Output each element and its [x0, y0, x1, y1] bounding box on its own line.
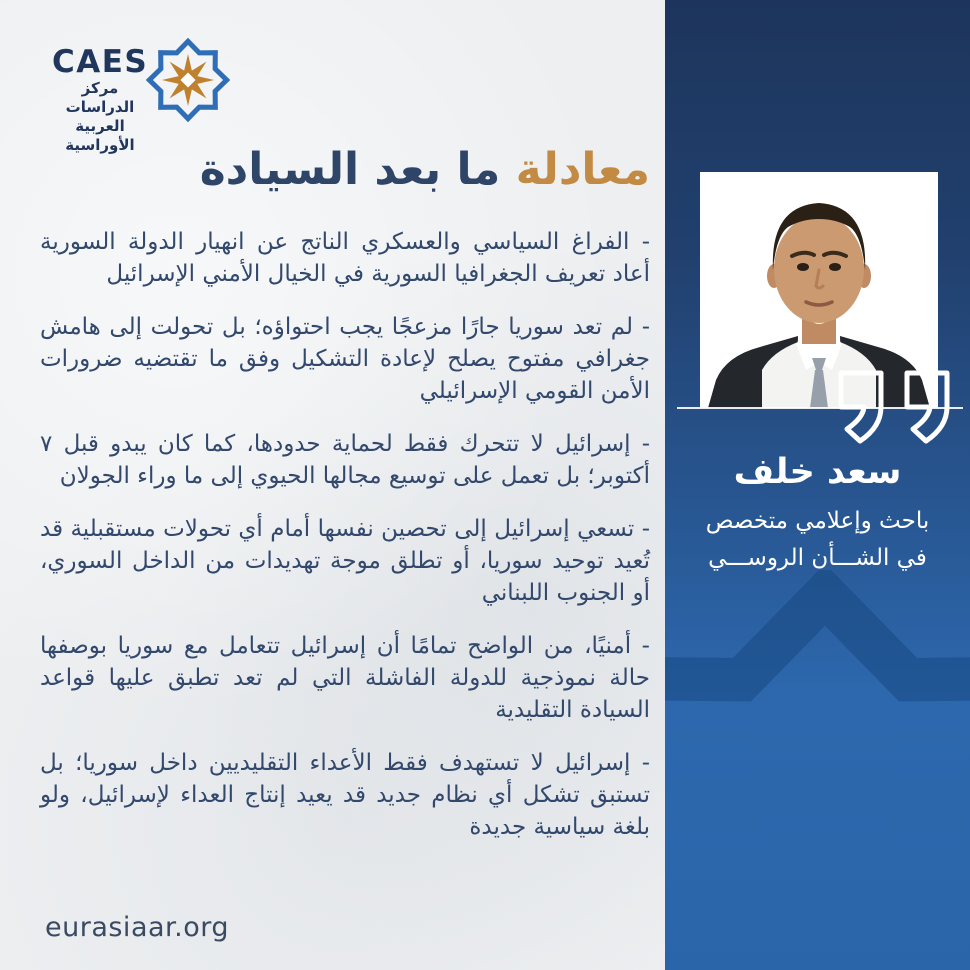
title-rest: ما بعد السيادة	[199, 144, 501, 195]
bullet-list	[40, 226, 650, 864]
logo-name-line1: مركز الدراسات	[65, 79, 135, 116]
watermark-star-icon	[665, 570, 970, 970]
bullet-item: - تسعي إسرائيل إلى تحصين نفسها أمام أي تحولات مستقبلية قد تُعيد توحيد سوريا، أو تطلق موجة تهديدات من الداخل السوري، أو الجنوب اللبناني	[40, 516, 650, 606]
bullet-item: - إسرائيل لا تستهدف فقط الأعداء التقليديين داخل سوريا؛ بل تستبق تشكل أي نظام جديد قد يعيد إنتاج العداء لإسرائيل، ولو بلغة سياسية جديدة	[40, 750, 650, 840]
profile-sidebar	[665, 0, 970, 970]
page-title	[40, 140, 650, 200]
logo-name-line2: العربية الأوراسية	[65, 117, 135, 154]
website-url: eurasiaar.org	[45, 912, 230, 943]
logo-acronym: CAES	[52, 44, 149, 80]
caes-logo-text	[52, 45, 148, 155]
person-role-line2: في الشـــأن الروســـي	[708, 545, 927, 571]
octagram-star-icon	[146, 38, 230, 122]
quotation-marks-icon	[833, 369, 959, 447]
bullet-item: - إسرائيل لا تتحرك فقط لحماية حدودها، كما كان يبدو قبل ٧ أكتوبر؛ بل تعمل على توسيع مجالها الحيوي إلى ما وراء الجولان	[40, 431, 650, 489]
bullet-item: - أمنيًا، من الواضح تمامًا أن إسرائيل تتعامل مع سوريا بوصفها حالة نموذجية للدولة الفاشلة التي لم تعد تطبق عليها قواعد السيادة التقليدية	[40, 633, 650, 723]
person-role-line1: باحث وإعلامي متخصص	[705, 508, 930, 534]
title-highlight: معادلة	[515, 144, 650, 195]
person-role	[665, 503, 970, 577]
bullet-item: - الفراغ السياسي والعسكري الناتج عن انهيار الدولة السورية أعاد تعريف الجغرافيا السورية في الخيال الأمني الإسرائيل	[40, 229, 650, 287]
bullet-item: - لم تعد سوريا جارًا مزعجًا يجب احتواؤه؛ بل تحولت إلى هامش جغرافي مفتوح يصلح لإعادة التشكيل وفق ما تقتضيه ضرورات الأمن القومي الإسرائيلي	[40, 314, 650, 404]
person-name: سعد خلف	[733, 452, 902, 492]
